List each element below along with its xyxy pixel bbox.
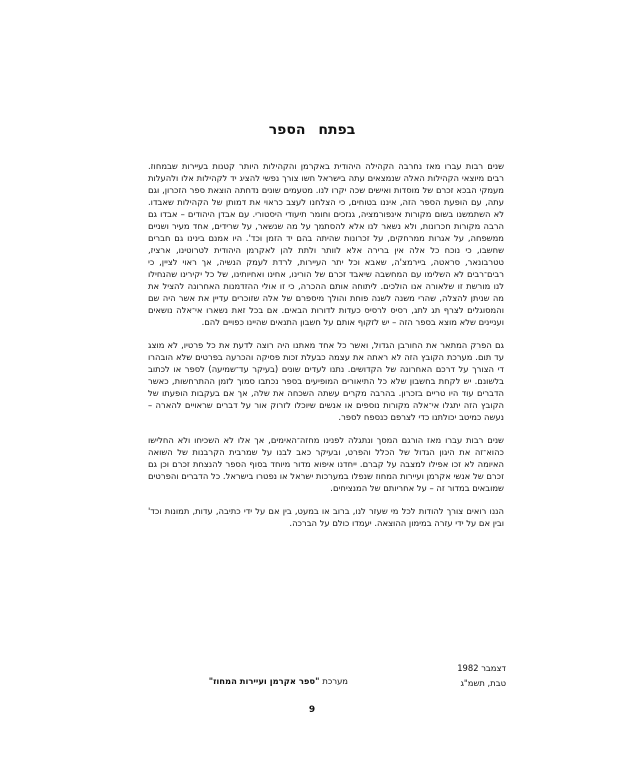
body-text — [148, 160, 504, 540]
paragraph: הננו רואים צורך להודות לכל מי שעזר לנו, ברוב או במעט, בין אם על ידי כתיבה, עדות, תמונות וכד' ובין אם על ידי עזרה במימון ההוצאה. יעמדו כולם על הברכה. — [148, 506, 504, 528]
hebrew-date: טבת, תשמ"ג — [460, 678, 506, 688]
date-block — [420, 661, 506, 691]
editorial-name: "ספר אקרמן ועיירות המחוז" — [208, 676, 320, 686]
date: דצמבר 1982 — [457, 663, 506, 673]
paragraph: שנים רבות עברו מאז נחרבה הקהילה היהודית באקרמן והקהילות היותר קטנות בעיירות שבמחוז. רבים מיוצאי הקהילות האלה שנמצאים עתה בישראל חשו צורך נפשי להציג יד לקהילות אלו ולהעלות מעמקי הבכא זכרם של מוסדות ואישים שכה יקרו לנו. מטעמים שונים נדחתה הוצאת ספר הזכרון, וגם עתה, עם הופעת הספר הזה, איננו בטוחים, כי הצלחנו לעצב כראוי את דמותן של הקהילות שאבדו. לא השתמשנו בשום מקורות אינפורמציה, גנזכים וחומר תיעודי היסטורי. עם אבדן היהודים – אבדו גם הרבה מקורות חכרונות, ולא נשאר לנו אלא להסתמך על מה שנשאר, על שרידים, אחד מעיר ושניים ממשפחה, על אגרות ממרחקים, על זכרונות שהיתה בהם יד הזמן וכד'. היו אמנם בינינו גם חברים שחשבו, כי נוכח כל אלה אין ברירה אלא לוותר ולתת להן לאקרמן היהודית לטרוטינו, ארציז, טטרבונאר, סראטה, ביירמצ'ה, שאבא וכל יתר העיירות, לרדת לעמק הנשיה, אך ראוי לציין, כי רבים־רבים לא השלימו עם המחשבה שיאבד זכרם של הורינו, אחינו ואחיותינו, של כל יקירינו שהנחילו לנו מורשת זו שלאורה אנו הולכים. ליתוחה אותם ההכרה, כי זו אולי ההזדמנות האחרונה להציל את מה שניתן להצלה, שהרי משנה לשנה פוחת והולך מיספרם של אלה שזוכרים עדיין את אשר היה שם והמסוגלים לצרף תג לתג, רסיס לרסיס כעדות לדורות הבאים. אם בכל זאת נשארו אי־אלה נושאים ועניינים שלא מוצא בספר הזה – יש לזקוף אותם על חשבון התנאים שהיינו כפויים להם. — [148, 161, 504, 327]
editorial-signature — [148, 676, 348, 686]
page-number: 9 — [308, 705, 316, 715]
paragraph: גם הפרק המתאר את החורבן הגדול, ואשר כל אחד מאתנו היה רוצה לדעת את כל פרטיו, לא מוצג עד תום. מערכת הקובץ הזה לא ראתה את עצמה כבעלת זכות פסיקה והכרעה בפרטים שלא הובהרו די הצורך על דרכם האחרונה של הקדושים. נתנו לעדים שונים (בעיקר עד־שמיעה) לספר או לכתוב בלשונם. יש לקחת בחשבון שלא כל התיאורים המופיעים בספר נכתבו סמוך לזמן ההתרחשות, כאשר הדברים עוד היו טריים בזכרון. בהרבה מקרים עשתה השכחה את שלה, אך אם בעקבות הופעתו של הקובץ הזה יתגלו אי־אלה מקורות נוספים או אנשים שיוכלו לזרוק אור על דברים שראויים להארה – נעשה כמיטב יכולתנו כדי לצרפם כנספח לספר. — [148, 340, 504, 422]
editorial-prefix: מערכת — [322, 676, 348, 686]
page-title: בפתח הספר — [268, 122, 356, 138]
paragraph: שנים רבות עברו מאז הורגם המסך ונתגלה לפנינו מחזה־האימים, אך אלו לא השכיחו ולא החלישו כהוא־זה את היגון הגדול של הכלל והפרט, ובעיקר כאב לבנו על שמרבית הקרבנות של השואה האיומה לא זכו אפילו למצבה על קברם. ייחדנו איפוא מדור מיוחד בסוף הספר להנצחת זכרם וכן גם זכרם של אנשי אקרמן ועיירות המחוז שנפלו במערכות ישראל או נפטרו בישראל. כל הדברים והפרטים שמובאים במדור זה – על אחריותם של המנציחים. — [148, 435, 504, 493]
